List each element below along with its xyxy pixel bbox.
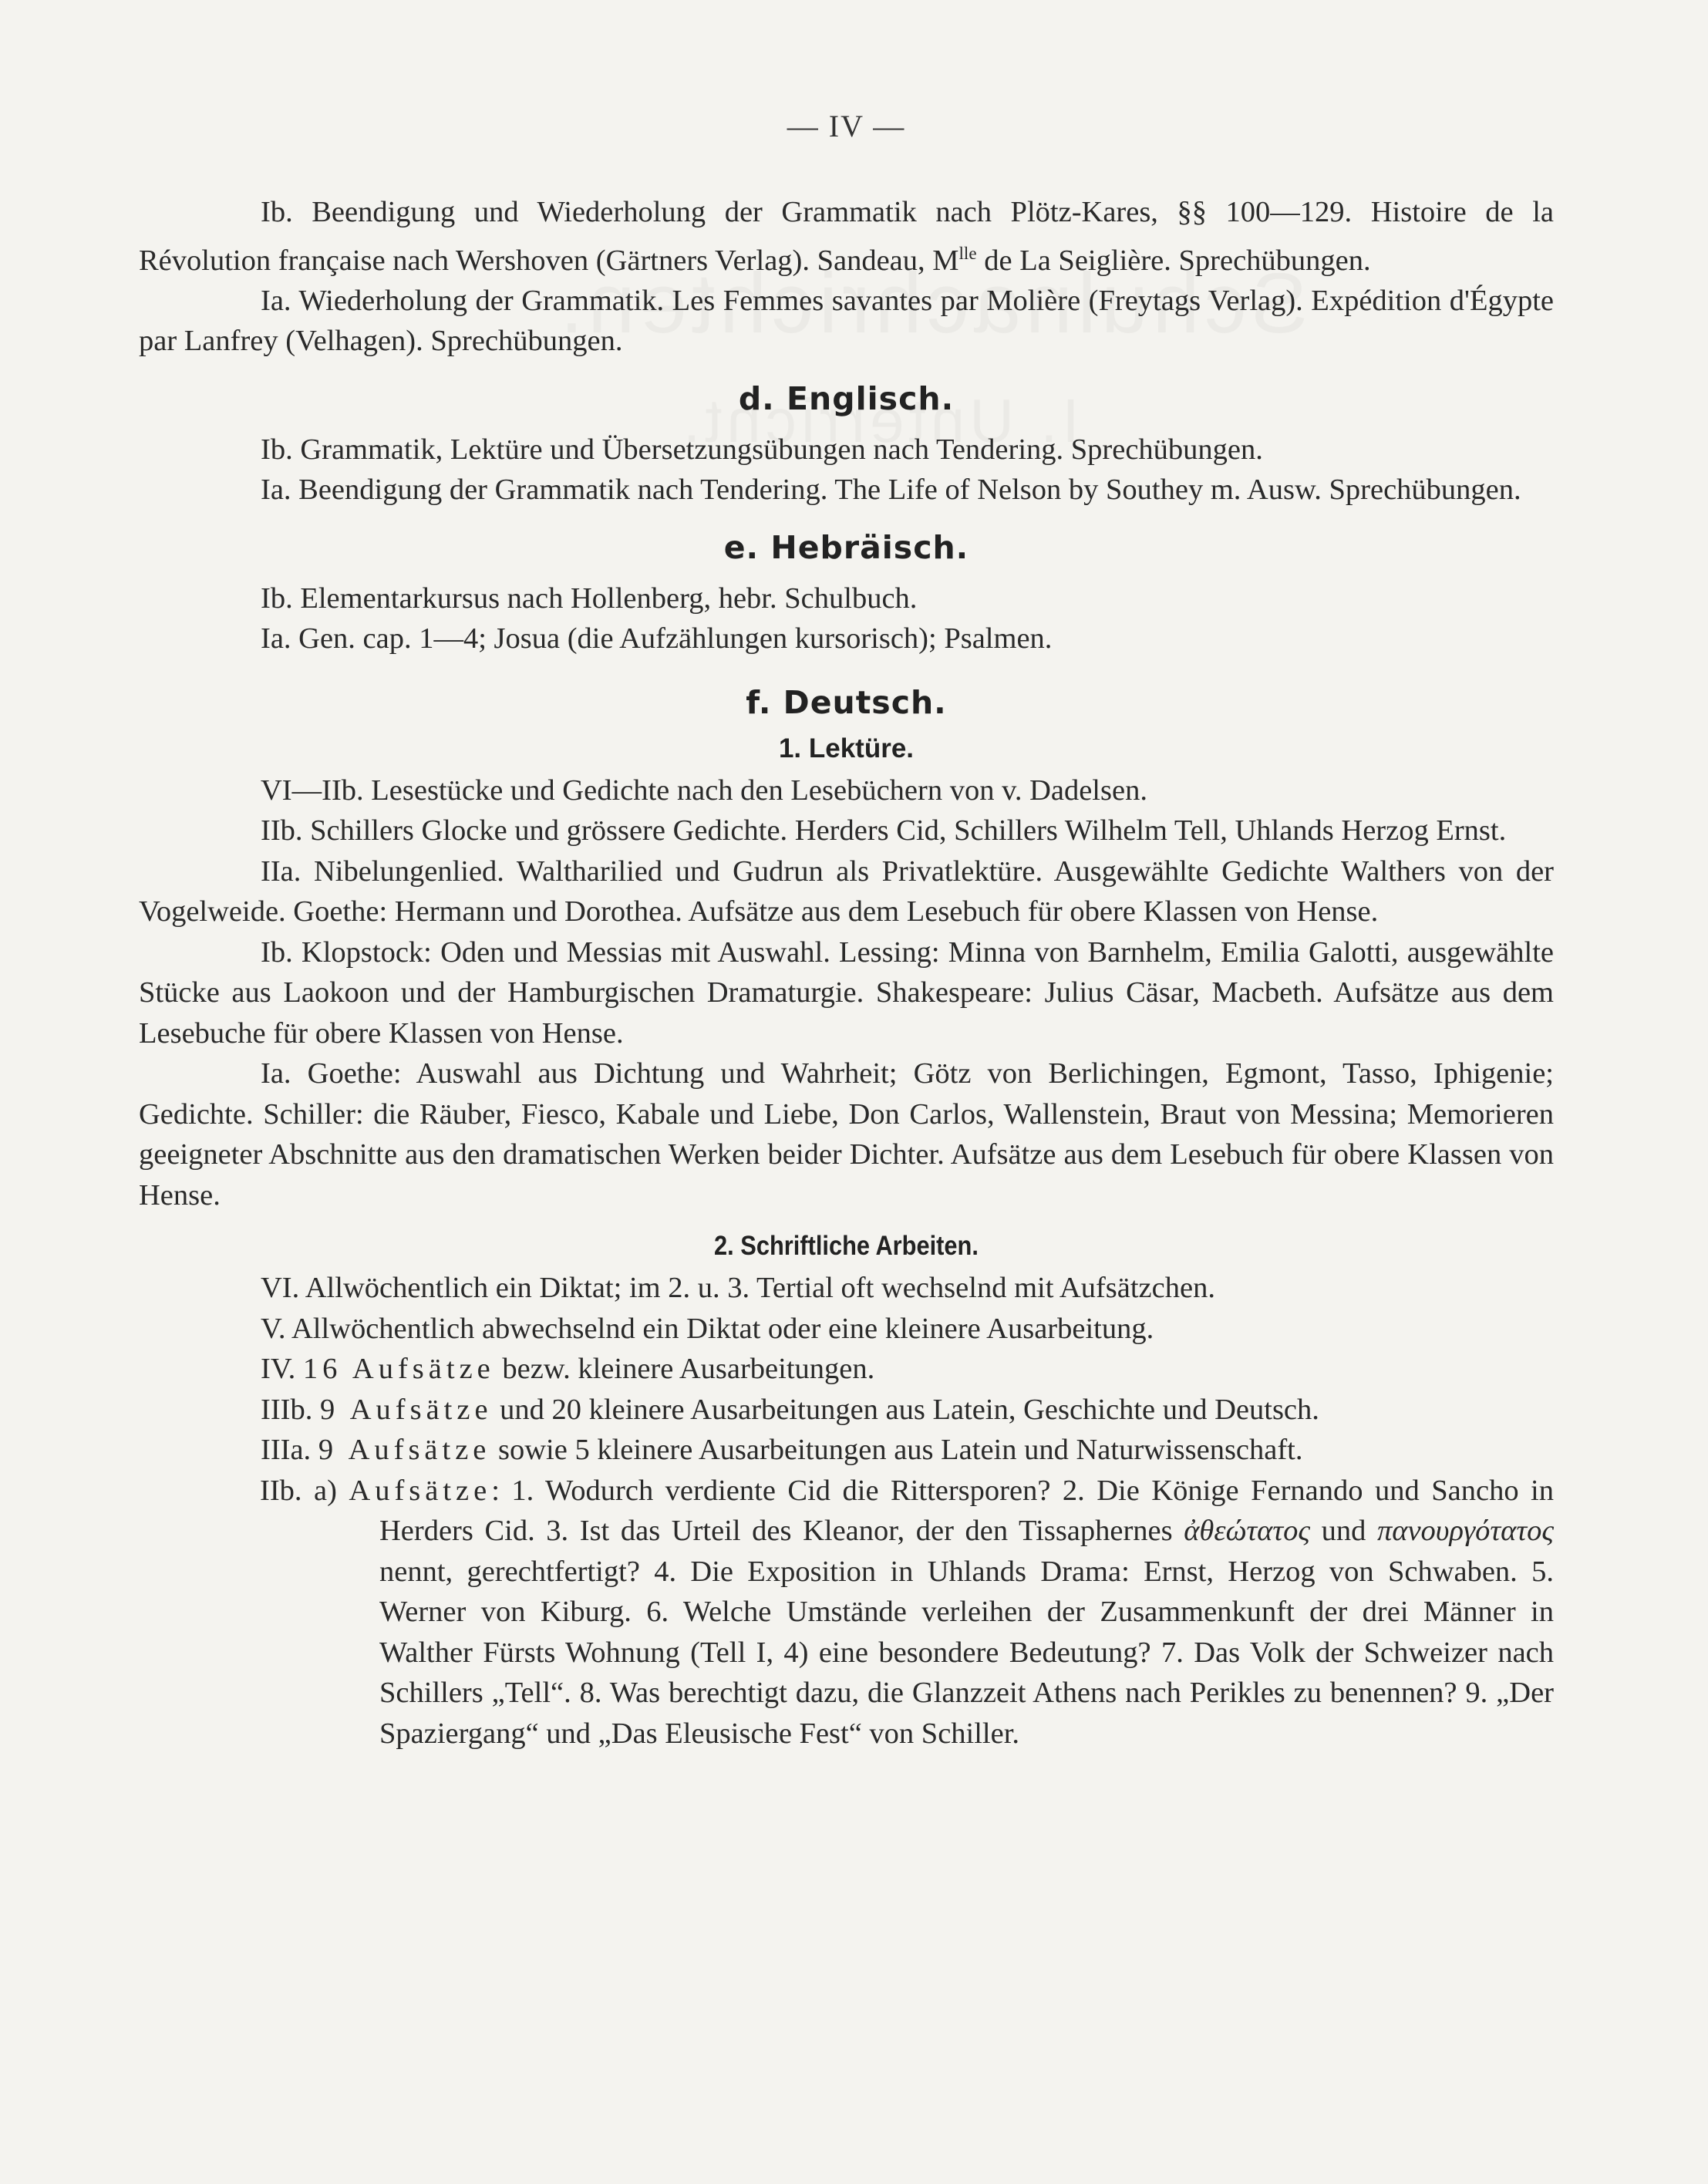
french-ib-text-end: de La Seiglière. Sprechübungen. bbox=[976, 244, 1371, 277]
class-label: IIIa. bbox=[261, 1434, 318, 1467]
spacer bbox=[139, 659, 1554, 666]
hebraeisch-ia-paragraph: Ia. Gen. cap. 1—4; Josua (die Aufzählungen kursorisch); Psalmen. bbox=[261, 622, 1053, 656]
englisch-ib-paragraph: Ib. Grammatik, Lektüre und Übersetzungsübungen nach Tendering. Sprechübungen. bbox=[261, 433, 1263, 466]
french-ib-paragraph bbox=[139, 192, 1554, 281]
paragraph-text: und 20 kleinere Ausarbeitungen aus Latein, Geschichte und Deutsch. bbox=[492, 1393, 1319, 1426]
schrift-iv-paragraph bbox=[139, 1349, 1554, 1390]
subsection-heading-schriftliche-arbeiten: 2. Schriftliche Arbeiten. bbox=[714, 1231, 979, 1262]
class-label: IIIb. bbox=[261, 1393, 320, 1426]
paragraph-text: bezw. kleinere Ausarbeitungen. bbox=[494, 1353, 875, 1386]
deutsch-lekture-paragraph: Ib. Klopstock: Oden und Messias mit Auswahl. Lessing: Minna von Barnhelm, Emilia Galotti, ausgewählte Stücke aus Laokoon und der Hamburgischen Dramaturgie. Shakespeare: Julius Cäsar, Macbeth. Aufsätze aus dem Lesebuche für obere Klassen von Hense. bbox=[139, 935, 1554, 1050]
class-label: IIb. a) bbox=[260, 1474, 349, 1507]
schrift-iiib-paragraph bbox=[139, 1390, 1554, 1431]
greek-word: ἀθεώτατος bbox=[1184, 1515, 1311, 1548]
french-ia-paragraph: Ia. Wiederholung der Grammatik. Les Femmes savantes par Molière (Freytags Verlag). Expédition d'Égypte par Lanfrey (Velhagen). Sprechübungen. bbox=[139, 284, 1554, 358]
french-ib-text: Ib. Beendigung und Wiederholung der Grammatik nach Plötz-Kares, §§ 100—129. Histoire de la Révolution française nach Wershoven (Gärtners Verlag). Sandeau, M bbox=[139, 196, 1554, 277]
paragraph-text: und bbox=[1310, 1515, 1377, 1548]
deutsch-lekture-paragraph: VI—IIb. Lesestücke und Gedichte nach den Lesebüchern von v. Dadelsen. bbox=[261, 774, 1147, 807]
schrift-v-paragraph: V. Allwöchentlich abwechselnd ein Diktat oder eine kleinere Ausarbeitung. bbox=[261, 1312, 1154, 1345]
deutsch-lekture-paragraph: Ia. Goethe: Auswahl aus Dichtung und Wahrheit; Götz von Berlichingen, Egmont, Tasso, Iphigenie; Gedichte. Schiller: die Räuber, Fiesco, Kabale und Liebe, Don Carlos, Wallenstein, Braut von Messina; Memorieren geeigneter Abschnitte aus den dramatischen Werken beider Dichter. Aufsätze aus dem Lesebuch für obere Klassen von Hense. bbox=[139, 1057, 1554, 1212]
schrift-vi-paragraph: VI. Allwöchentlich ein Diktat; im 2. u. 3. Tertial oft wechselnd mit Aufsätzchen. bbox=[261, 1272, 1215, 1305]
schrift-iiia-paragraph bbox=[139, 1430, 1554, 1471]
class-label: IV. bbox=[261, 1353, 303, 1386]
deutsch-lekture-paragraph: IIb. Schillers Glocke und grössere Gedichte. Herders Cid, Schillers Wilhelm Tell, Uhlands Herzog Ernst. bbox=[261, 814, 1507, 848]
spaced-emphasis: Aufsätze bbox=[349, 1474, 492, 1507]
spacer bbox=[139, 1215, 1554, 1222]
paragraph-text: nennt, gerechtfertigt? 4. Die Exposition in Uhlands Drama: Ernst, Herzog von Schwaben. 5. Werner von Kiburg. 6. Welche Umstände verleihen der Zusammenkunft der drei Männer in Walther Fürsts Wohnung (Tell I, 4) eine besondere Bedeutung? 7. Das Volk der Schweizer nach Schillers „Tell“. 8. Was berechtigt dazu, die Glanzzeit Athens nach Perikles zu benennen? 9. „Der Spaziergang“ und „Das Eleusische Fest“ von Schiller. bbox=[379, 1555, 1554, 1750]
paragraph-text: sowie 5 kleinere Ausarbeitungen aus Latein und Naturwissenschaft. bbox=[490, 1434, 1303, 1467]
greek-word: πανουργότατος bbox=[1376, 1515, 1554, 1548]
englisch-ia-paragraph: Ia. Beendigung der Grammatik nach Tendering. The Life of Nelson by Southey m. Ausw. Sprechübungen. bbox=[261, 474, 1521, 507]
section-heading-englisch: d. Englisch. bbox=[738, 379, 955, 417]
subsection-heading-lekture: 1. Lektüre. bbox=[778, 733, 915, 763]
spaced-emphasis: 9 Aufsätze bbox=[319, 1393, 493, 1426]
hebraeisch-ib-paragraph: Ib. Elementarkursus nach Hollenberg, hebr. Schulbuch. bbox=[261, 581, 918, 615]
superscript: lle bbox=[958, 242, 977, 263]
paragraph-text: : 1. Wodurch verdiente Cid die Rittersporen? 2. Die Könige Fernando und Sancho in Herders Cid. 3. Ist das Urteil des Kleanor, der den Tissaphernes bbox=[379, 1474, 1554, 1548]
schrift-iib-paragraph bbox=[139, 1471, 1554, 1754]
spaced-emphasis: 16 Aufsätze bbox=[302, 1353, 495, 1386]
section-heading-deutsch: f. Deutsch. bbox=[746, 683, 947, 721]
section-heading-hebraeisch: e. Hebräisch. bbox=[723, 528, 969, 566]
deutsch-lekture-paragraph: IIa. Nibelungenlied. Waltharilied und Gudrun als Privatlektüre. Ausgewählte Gedichte Walthers von der Vogelweide. Goethe: Hermann und Dorothea. Aufsätze aus dem Lesebuch für obere Klassen von Hense. bbox=[139, 854, 1554, 929]
spaced-emphasis: 9 Aufsätze bbox=[318, 1434, 491, 1467]
page-number: — IV — bbox=[787, 109, 906, 143]
